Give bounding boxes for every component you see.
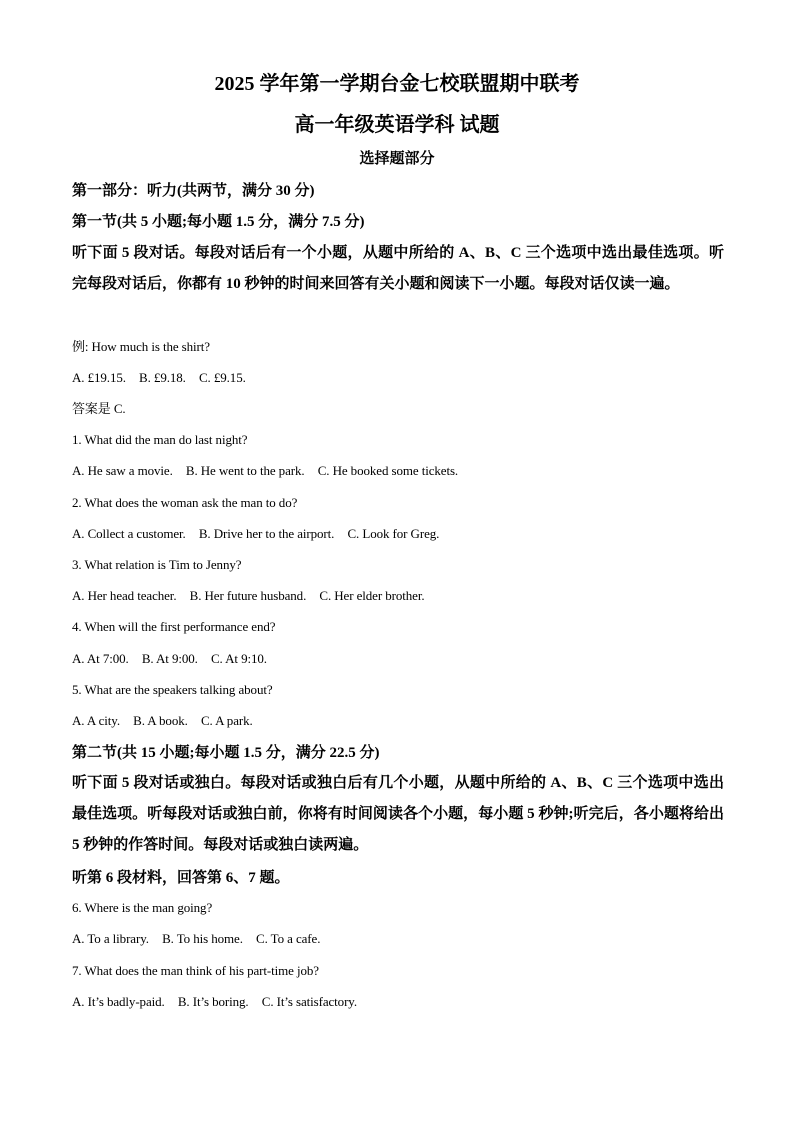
question-1-option-a: A. He saw a movie. — [72, 463, 173, 478]
section2-heading: 第二节(共 15 小题;每小题 1.5 分，满分 22.5 分) — [72, 745, 380, 761]
question-1: 1. What did the man do last night? — [72, 432, 248, 447]
question-4-option-b: B. At 9:00. — [141, 651, 198, 666]
question-5-option-b: B. A book. — [133, 713, 188, 728]
question-5-options — [72, 712, 263, 730]
question-6-option-b: B. To his home. — [162, 931, 243, 946]
question-5-option-a: A. A city. — [72, 713, 120, 728]
section-label: 选择题部分 — [359, 151, 435, 167]
example-option-b: B. £9.18. — [139, 370, 186, 385]
part1-heading: 第一部分：听力(共两节，满分 30 分) — [72, 183, 315, 199]
question-6-options — [72, 930, 330, 948]
question-4-options — [72, 650, 277, 668]
question-2-option-b: B. Drive her to the airport. — [198, 526, 335, 541]
question-7-option-c: C. It’s satisfactory. — [261, 994, 358, 1009]
question-6-option-a: A. To a library. — [72, 931, 149, 946]
section1-instructions: 听下面 5 段对话。每段对话后有一个小题，从题中所给的 A、B、C 三个选项中选出最佳选项。听完每段对话后，你都有 10 秒钟的时间来回答有关小题和阅读下一小题。每段对话仅读一遍。 — [72, 245, 724, 292]
question-3-option-a: A. Her head teacher. — [72, 588, 177, 603]
question-5: 5. What are the speakers talking about? — [72, 682, 273, 697]
example-option-c: C. £9.15. — [198, 370, 246, 385]
example-option-a: A. £19.15. — [72, 370, 126, 385]
question-3: 3. What relation is Tim to Jenny? — [72, 557, 242, 572]
question-3-option-c: C. Her elder brother. — [319, 588, 425, 603]
exam-title: 2025 学年第一学期台金七校联盟期中联考 — [214, 73, 580, 95]
example-options — [72, 369, 256, 387]
question-4-option-a: A. At 7:00. — [72, 651, 129, 666]
example-answer: 答案是 C. — [72, 401, 126, 416]
question-2-options — [72, 525, 449, 543]
question-5-option-c: C. A park. — [200, 713, 253, 728]
section2-instructions: 听下面 5 段对话或独白。每段对话或独白后有几个小题，从题中所给的 A、B、C 三个选项中选出最佳选项。听每段对话或独白前，你将有时间阅读各个小题，每小题 5 秒钟;听完后，各小题将给出 5 秒钟的作答时间。每段对话或独白读两遍。 — [72, 775, 724, 853]
question-1-option-c: C. He booked some tickets. — [317, 463, 459, 478]
question-3-options — [72, 587, 435, 605]
question-3-option-b: B. Her future husband. — [189, 588, 307, 603]
question-7-option-b: B. It’s boring. — [177, 994, 249, 1009]
section1-heading: 第一节(共 5 小题;每小题 1.5 分，满分 7.5 分) — [72, 214, 365, 230]
question-2: 2. What does the woman ask the man to do? — [72, 495, 298, 510]
question-1-options — [72, 462, 468, 480]
question-7-options — [72, 993, 367, 1011]
question-7-option-a: A. It’s badly-paid. — [72, 994, 165, 1009]
question-4: 4. When will the first performance end? — [72, 619, 276, 634]
question-2-option-c: C. Look for Greg. — [347, 526, 440, 541]
example-question: 例: How much is the shirt? — [72, 339, 210, 354]
material6-heading: 听第 6 段材料，回答第 6、7 题。 — [72, 870, 290, 886]
question-6-option-c: C. To a cafe. — [256, 931, 321, 946]
question-7: 7. What does the man think of his part-time job? — [72, 963, 319, 978]
question-6: 6. Where is the man going? — [72, 900, 213, 915]
question-2-option-a: A. Collect a customer. — [72, 526, 186, 541]
question-1-option-b: B. He went to the park. — [185, 463, 305, 478]
question-4-option-c: C. At 9:10. — [210, 651, 267, 666]
exam-subtitle: 高一年级英语学科 试题 — [294, 114, 500, 136]
